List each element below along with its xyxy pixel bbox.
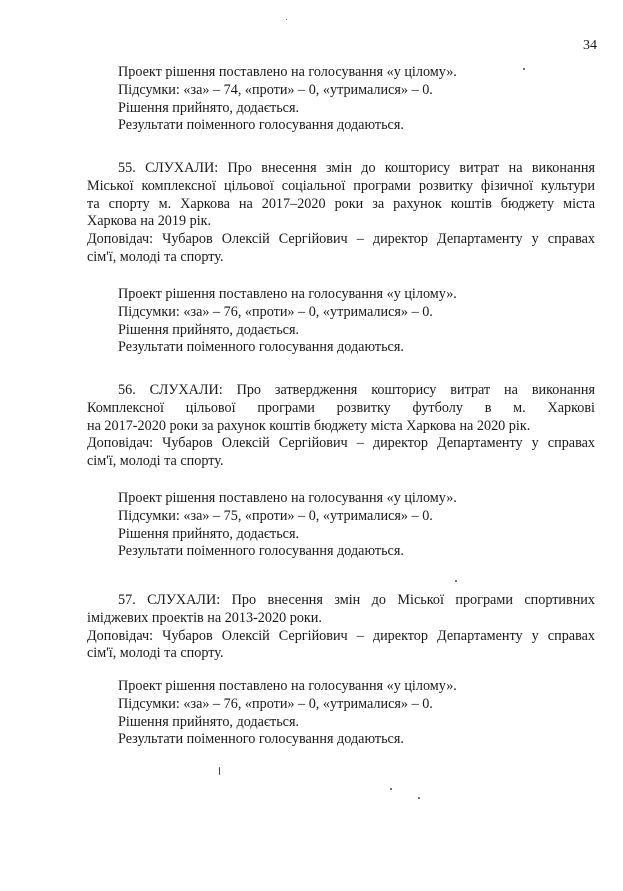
vote-line: Рішення прийнято, додається.	[118, 713, 300, 730]
agenda-item-57	[87, 592, 595, 663]
scan-speck	[418, 797, 420, 799]
heard-line: іміджевих проектів на 2013-2020 роки.	[87, 609, 322, 626]
page-number: 34	[583, 38, 597, 53]
vote-line: Результати поіменного голосування додаються.	[118, 731, 404, 748]
heard-line: 55. СЛУХАЛИ: Про внесення змін до кошторису витрат на виконання	[118, 160, 595, 176]
speaker-line: сім'ї, молоді та спорту.	[87, 248, 224, 265]
heard-line: на 2017-2020 роки за рахунок коштів бюджету міста Харкова на 2020 рік.	[87, 417, 531, 434]
scan-speck	[219, 767, 220, 775]
heard-line: Міської комплексної цільової соціальної програми розвитку фізичної культури	[87, 177, 595, 194]
heard-line: 56. СЛУХАЛИ: Про затвердження кошторису витрат на виконання	[118, 382, 595, 398]
vote-line: Рішення прийнято, додається.	[118, 525, 300, 542]
speaker-line: Доповідач: Чубаров Олексій Сергійович – директор Департаменту у справах	[87, 231, 595, 248]
scan-speck	[390, 788, 392, 790]
scan-speck	[455, 580, 457, 582]
vote-line: Підсумки: «за» – 75, «проти» – 0, «утрималися» – 0.	[118, 507, 433, 524]
heard-line: 57. СЛУХАЛИ: Про внесення змін до Міської програми спортивних	[118, 592, 595, 608]
heard-line: Харкова на 2019 рік.	[87, 213, 212, 230]
vote-line: Результати поіменного голосування додаються.	[118, 543, 404, 560]
vote-result-block	[118, 286, 598, 357]
agenda-item-55	[87, 160, 595, 267]
speaker-line: сім'ї, молоді та спорту.	[87, 453, 224, 470]
speaker-line: Доповідач: Чубаров Олексій Сергійович – директор Департаменту у справах	[87, 627, 595, 644]
agenda-item-56	[87, 382, 595, 471]
vote-line: Результати поіменного голосування додаються.	[118, 117, 404, 134]
scan-speck	[523, 68, 525, 70]
scan-speck	[286, 19, 287, 20]
vote-line: Проект рішення поставлено на голосування «у цілому».	[118, 286, 457, 302]
vote-line: Рішення прийнято, додається.	[118, 321, 300, 338]
vote-line: Проект рішення поставлено на голосування «у цілому».	[118, 64, 457, 80]
vote-line: Підсумки: «за» – 74, «проти» – 0, «утрималися» – 0.	[118, 81, 433, 98]
vote-line: Проект рішення поставлено на голосування «у цілому».	[118, 490, 457, 506]
speaker-line: сім'ї, молоді та спорту.	[87, 645, 224, 662]
vote-line: Проект рішення поставлено на голосування «у цілому».	[118, 678, 457, 694]
heard-line: та спорту м. Харкова на 2017–2020 роки за рахунок коштів бюджету міста	[87, 195, 595, 212]
vote-line: Підсумки: «за» – 76, «проти» – 0, «утрималися» – 0.	[118, 303, 433, 320]
vote-result-block	[118, 64, 598, 135]
vote-result-block	[118, 490, 598, 561]
vote-result-block	[118, 678, 598, 749]
heard-line: Комплексної цільової програми розвитку футболу в м. Харкові	[87, 399, 595, 416]
vote-line: Результати поіменного голосування додаються.	[118, 339, 404, 356]
vote-line: Рішення прийнято, додається.	[118, 99, 300, 116]
speaker-line: Доповідач: Чубаров Олексій Сергійович – директор Департаменту у справах	[87, 435, 595, 452]
vote-line: Підсумки: «за» – 76, «проти» – 0, «утрималися» – 0.	[118, 695, 433, 712]
